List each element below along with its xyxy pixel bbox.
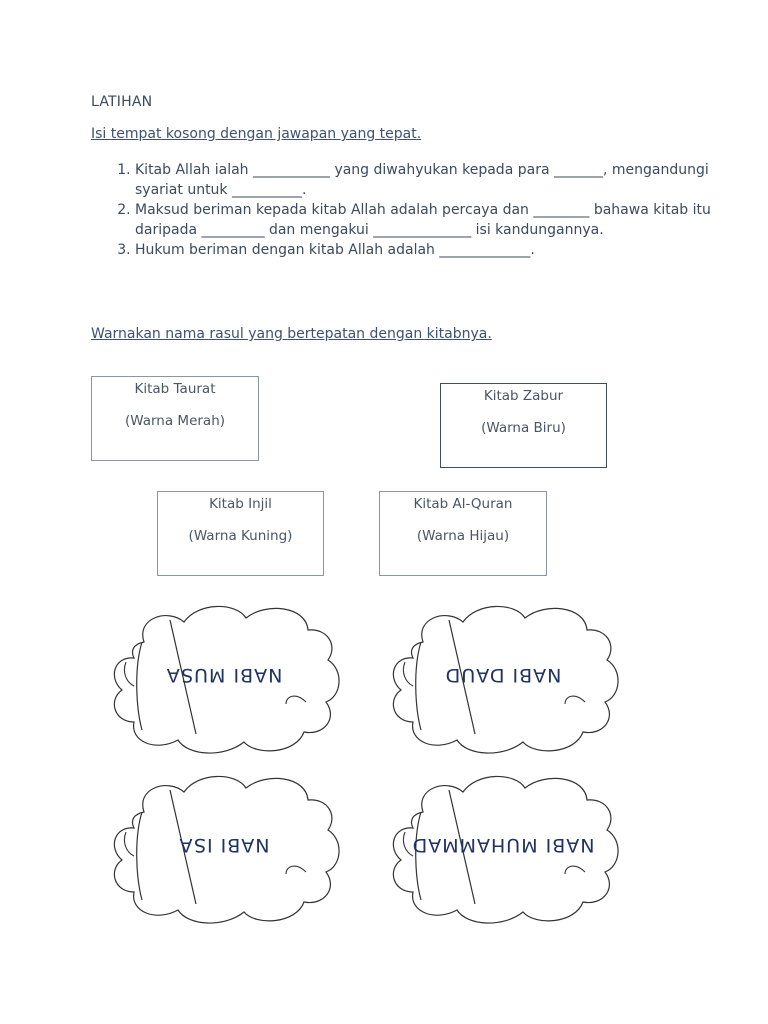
book-box-injil <box>157 491 324 576</box>
book-color: (Warna Merah) <box>124 413 226 429</box>
question-list <box>91 160 715 260</box>
cloud-nabi-muhammad[interactable] <box>385 768 621 928</box>
page-title: LATIHAN <box>91 94 153 110</box>
question-item: 1. Kitab Allah ialah ___________ yang diwahyukan kepada para _______, mengandungi syariat untuk __________. <box>135 160 715 200</box>
book-color: (Warna Hijau) <box>416 528 510 544</box>
book-box-zabur <box>440 383 607 468</box>
question-item: 3. Hukum beriman dengan kitab Allah adalah _____________. <box>135 240 715 260</box>
instruction-fill-blanks: Isi tempat kosong dengan jawapan yang tepat. <box>91 126 422 142</box>
question-item: 2. Maksud beriman kepada kitab Allah adalah percaya dan ________ bahawa kitab itu daripada _________ dan mengakui ______________ isi kandungannya. <box>135 200 715 240</box>
book-box-taurat <box>91 376 259 461</box>
cloud-nabi-musa[interactable] <box>106 598 342 758</box>
cloud-nabi-isa[interactable] <box>106 768 342 928</box>
book-title: Kitab Zabur <box>483 388 564 404</box>
cloud-nabi-daud[interactable] <box>385 598 621 758</box>
book-title: Kitab Injil <box>209 496 272 512</box>
book-color: (Warna Kuning) <box>188 528 293 544</box>
book-color: (Warna Biru) <box>481 420 566 436</box>
cloud-label: NABI ISA <box>178 834 270 856</box>
book-box-al-quran <box>379 491 547 576</box>
cloud-label: NABI MUSA <box>165 664 283 686</box>
book-title: Kitab Al-Quran <box>413 496 513 512</box>
cloud-label: NABI DAUD <box>444 664 562 686</box>
book-title: Kitab Taurat <box>134 381 216 397</box>
instruction-color-prophets: Warnakan nama rasul yang bertepatan dengan kitabnya. <box>91 326 492 342</box>
cloud-label: NABI MUHAMMAD <box>411 834 595 856</box>
